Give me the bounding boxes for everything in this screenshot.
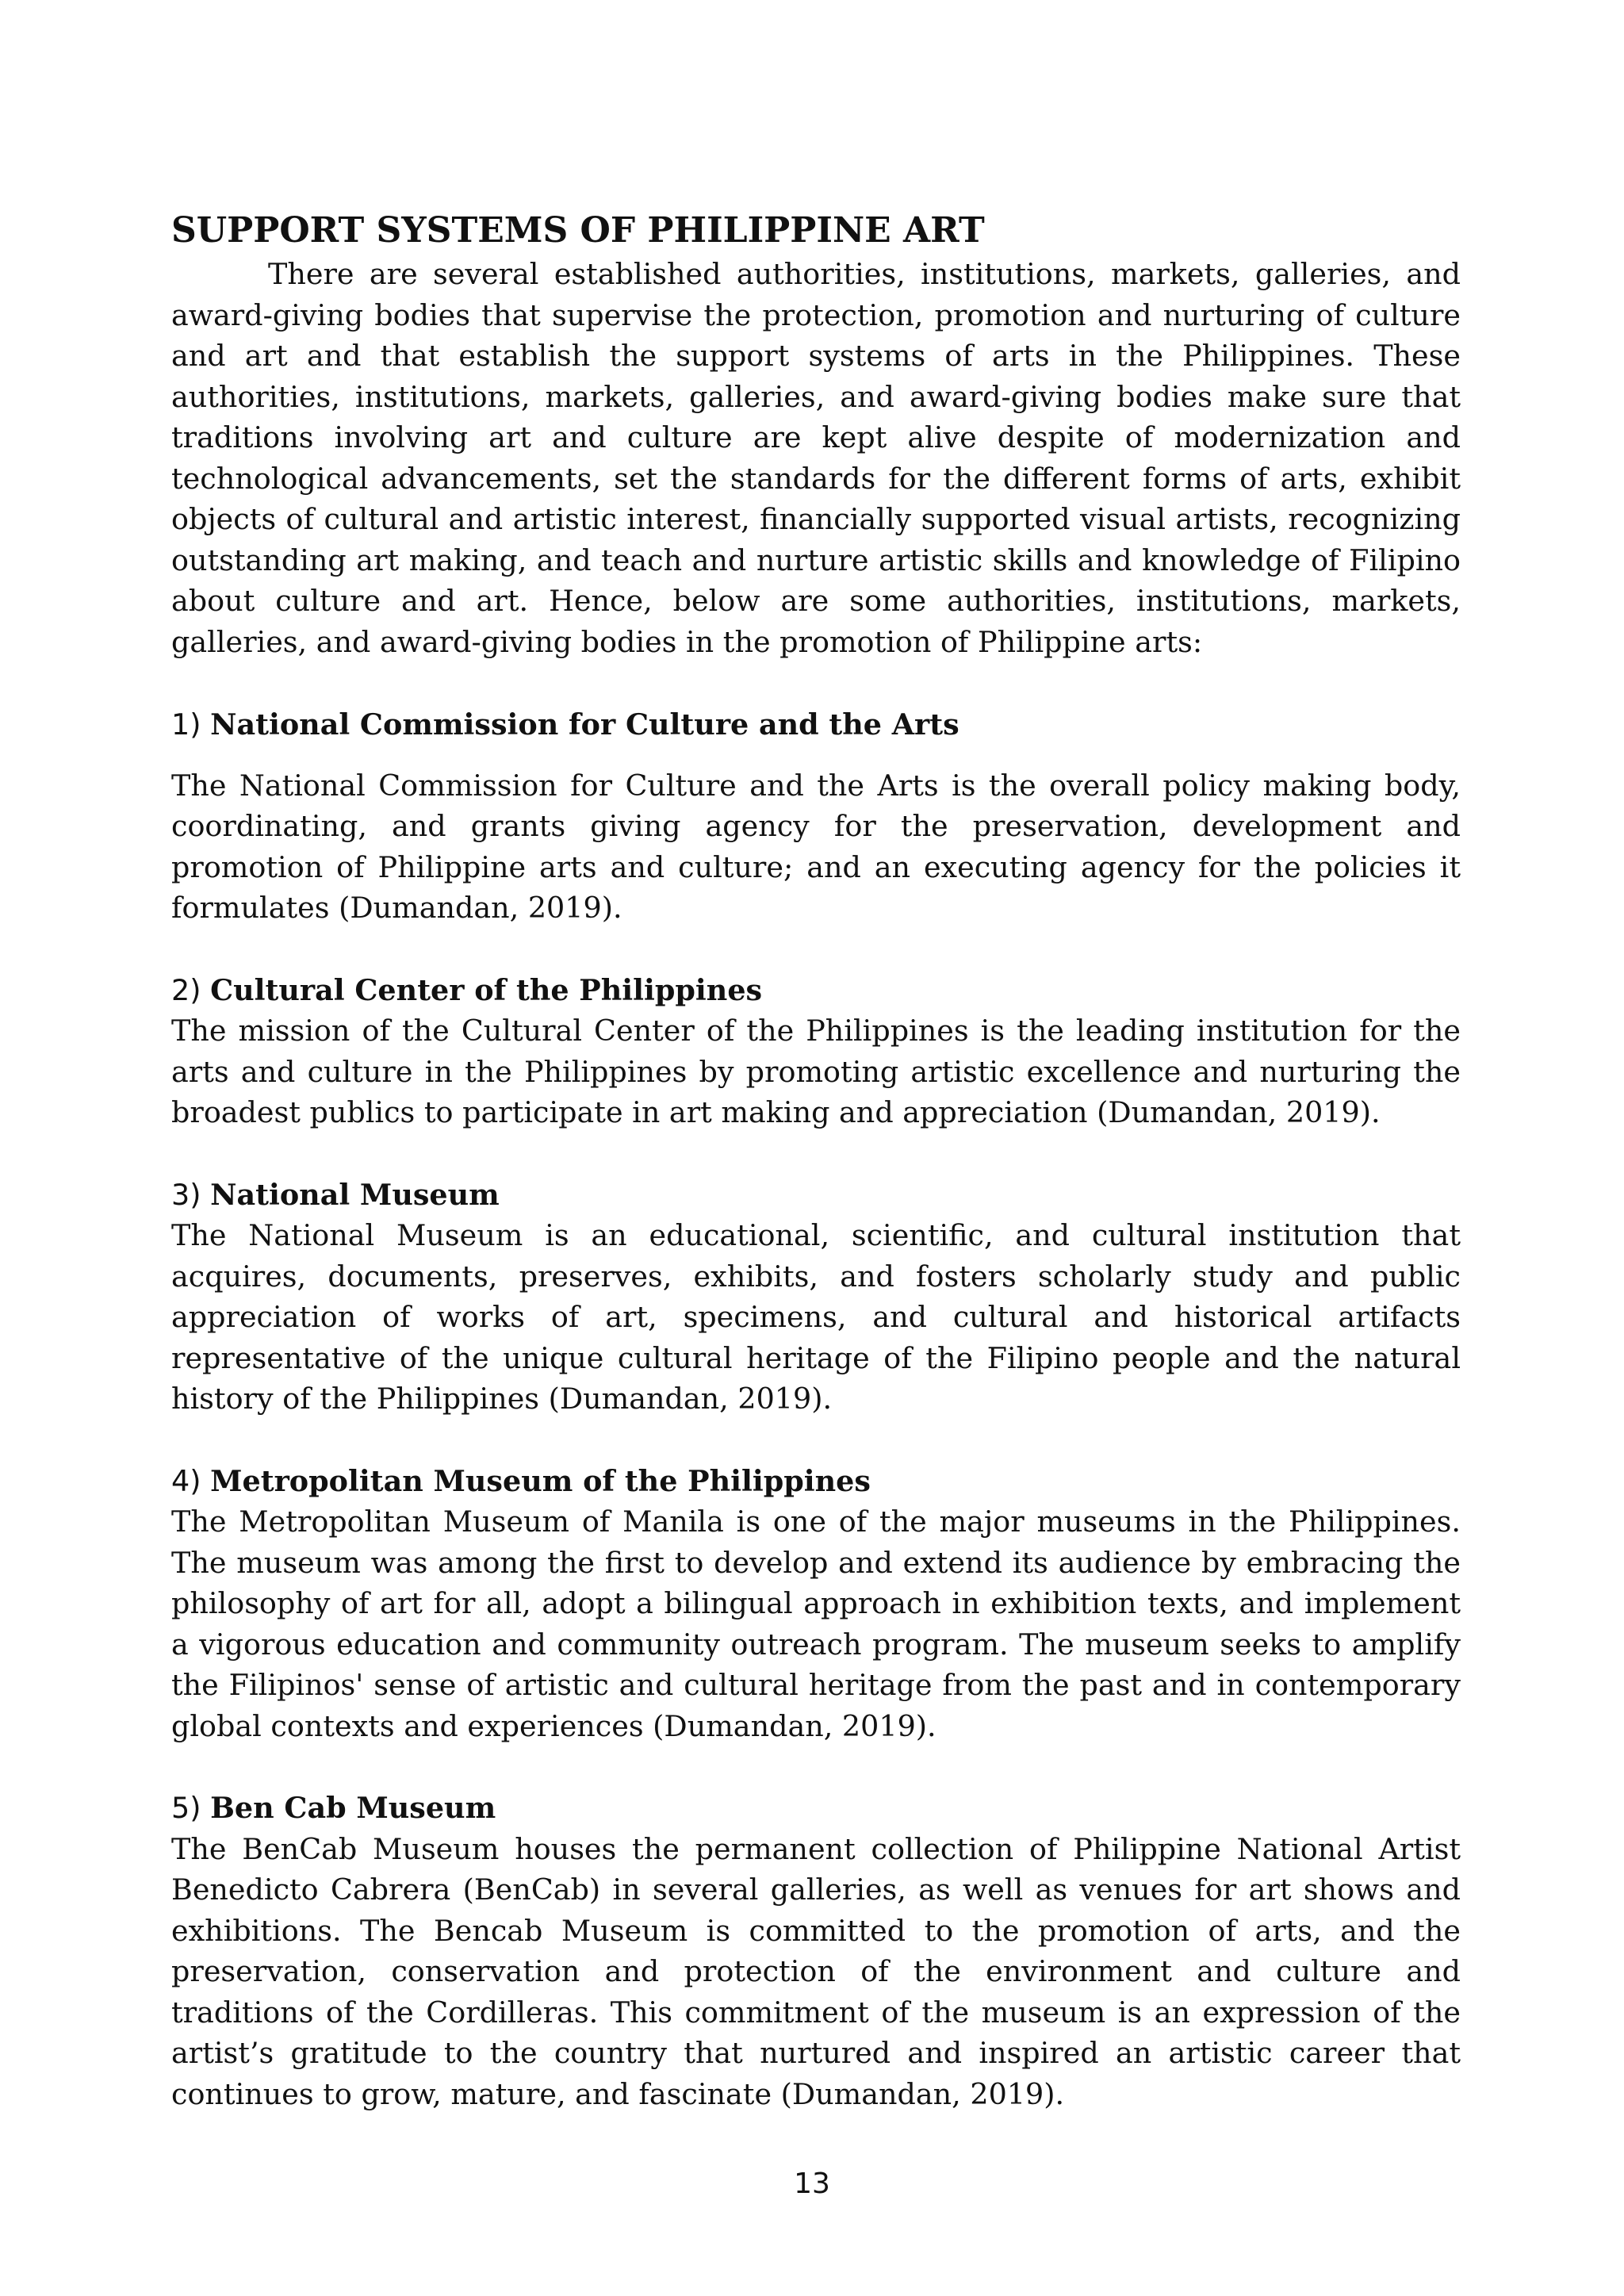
section-body: The BenCab Museum houses the permanent collection of Philippine National Artist Benedicto Cabrera (BenCab) in several galleries, as well as venues for art shows and exhibitions. The Bencab Museum is committed to the promotion of arts, and the preservation, conservation and protection of the environment and culture and traditions of the Cordilleras. This commitment of the museum is an expression of the artist’s gratitude to the country that nurtured and inspired an artistic career that continues to grow, mature, and fascinate (Dumandan, 2019). (171, 1831, 1461, 2111)
section-number: 1) (171, 707, 201, 742)
section-body: The National Commission for Culture and the Arts is the overall policy making body, coordinating, and grants giving agency for the preservation, development and promotion of Philippine arts and culture; and an executing agency for the policies it formulates (Dumandan, 2019). (171, 768, 1461, 925)
section-number: 2) (171, 972, 201, 1007)
section-title: Cultural Center of the Philippines (210, 972, 763, 1007)
page-title: SUPPORT SYSTEMS OF PHILIPPINE ART (171, 210, 985, 251)
section-number: 4) (171, 1463, 201, 1498)
section-bencab-museum (171, 1788, 1461, 2114)
section-heading (171, 1175, 1461, 1216)
section-body: The Metropolitan Museum of Manila is one of the major museums in the Philippines. The museum was among the first to develop and extend its audience by embracing the philosophy of art for all, adopt a bilingual approach in exhibition texts, and implement a vigorous education and community outreach program. The museum seeks to amplify the Filipinos' sense of artistic and cultural heritage from the past and in contemporary global contexts and experiences (Dumandan, 2019). (171, 1504, 1461, 1743)
section-metropolitan-museum (171, 1461, 1461, 1747)
intro-paragraph: There are several established authorities, institutions, markets, galleries, and award-giving bodies that supervise the protection, promotion and nurturing of culture and art and that establish the support systems of arts in the Philippines. These authorities, institutions, markets, galleries, and award-giving bodies make sure that traditions involving art and culture are kept alive despite of modernization and technological advancements, set the standards for the different forms of arts, exhibit objects of cultural and artistic interest, financially supported visual artists, recognizing outstanding art making, and teach and nurture artistic skills and knowledge of Filipino about culture and art. Hence, below are some authorities, institutions, markets, galleries, and award-giving bodies in the promotion of Philippine arts: (171, 257, 1461, 659)
document-page (171, 208, 1461, 2114)
section-heading (171, 970, 1461, 1011)
section-national-museum (171, 1175, 1461, 1420)
section-body: The National Museum is an educational, scientific, and cultural institution that acquires, documents, preserves, exhibits, and fosters scholarly study and public appreciation of works of art, specimens, and cultural and historical artifacts representative of the unique cultural heritage of the Filipino people and the natural history of the Philippines (Dumandan, 2019). (171, 1218, 1461, 1416)
page-number: 13 (794, 2168, 830, 2200)
section-cultural-center (171, 970, 1461, 1133)
section-number: 5) (171, 1791, 201, 1825)
section-title: National Commission for Culture and the Arts (210, 707, 959, 742)
section-title: Ben Cab Museum (210, 1791, 496, 1825)
section-national-commission (171, 704, 1461, 929)
section-heading (171, 704, 1461, 746)
section-heading (171, 1461, 1461, 1502)
section-heading (171, 1788, 1461, 1829)
section-body: The mission of the Cultural Center of the Philippines is the leading institution for the arts and culture in the Philippines by promoting artistic excellence and nurturing the broadest publics to participate in art making and appreciation (Dumandan, 2019). (171, 1014, 1461, 1129)
section-title: Metropolitan Museum of the Philippines (210, 1463, 871, 1498)
section-number: 3) (171, 1177, 201, 1212)
section-title: National Museum (210, 1177, 500, 1212)
